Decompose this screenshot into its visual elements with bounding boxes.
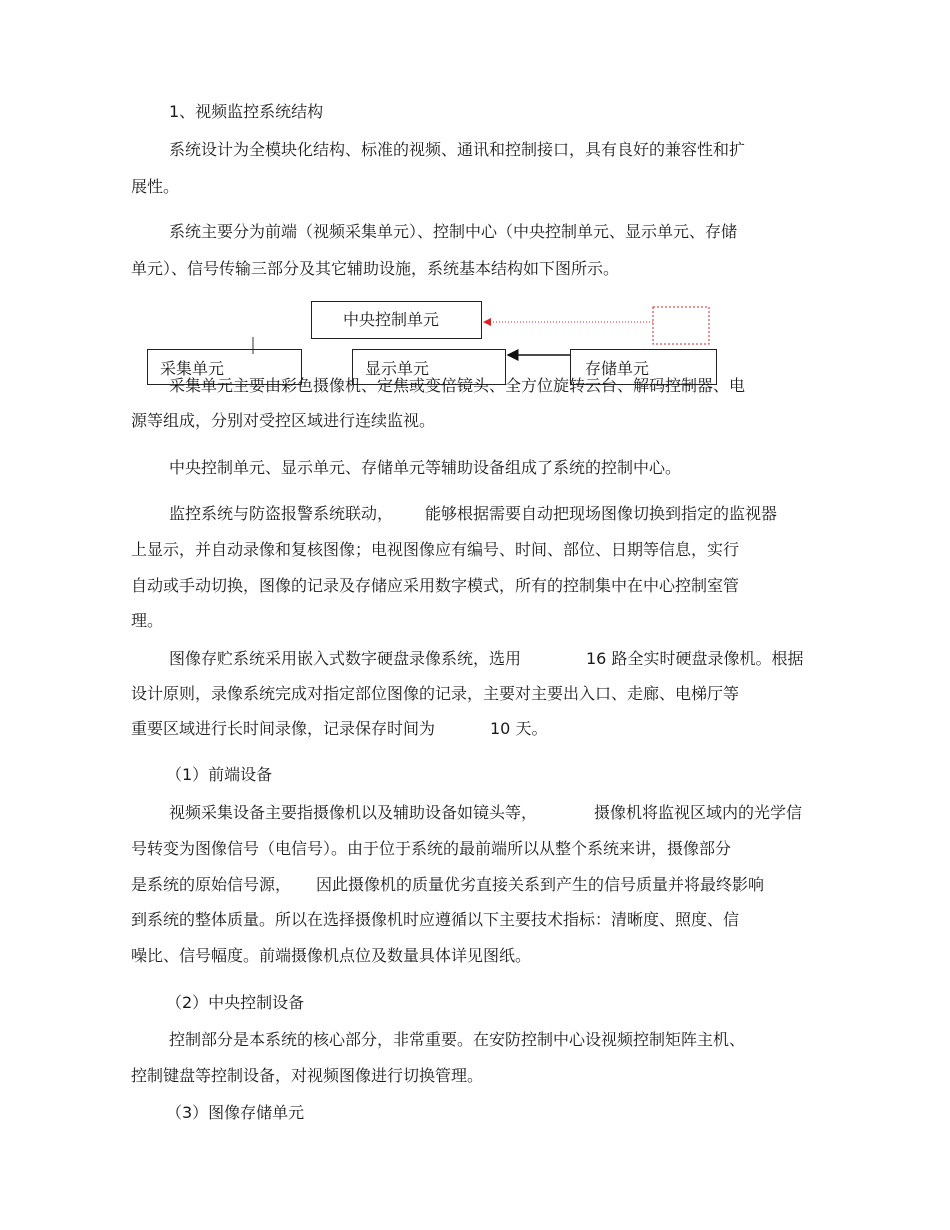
paragraph-line: 系统设计为全模块化结构、标准的视频、通讯和控制接口，具有良好的兼容性和扩 — [169, 140, 746, 159]
paragraph-line: 能够根据需要自动把现场图像切换到指定的监视器 — [425, 504, 778, 523]
paragraph-line: 因此摄像机的质量优劣直接关系到产生的信号质量并将最终影响 — [316, 875, 765, 894]
paragraph-line: 10 天。 — [490, 719, 548, 738]
storage-unit-label: 存储单元 — [585, 359, 650, 378]
paragraph-line: 16 路全实时硬盘录像机。根据 — [586, 649, 804, 668]
paragraph-line: 视频采集设备主要指摄像机以及辅助设备如镜头等， — [169, 803, 538, 822]
paragraph-line: 理。 — [131, 611, 164, 630]
paragraph-line: 展性。 — [131, 177, 180, 196]
subsection-heading: （1）前端设备 — [166, 765, 273, 784]
central-control-unit-box — [311, 301, 482, 339]
capture-unit-label: 采集单元 — [160, 359, 225, 378]
paragraph-line: 图像存贮系统采用嵌入式数字硬盘录像系统，选用 — [169, 649, 522, 668]
paragraph-line: 控制部分是本系统的核心部分，非常重要。在安防控制中心设视频控制矩阵主机、 — [169, 1030, 746, 1049]
paragraph-line: 单元）、信号传输三部分及其它辅助设施，系统基本结构如下图所示。 — [131, 259, 620, 278]
subsection-heading: （2）中央控制设备 — [166, 993, 305, 1012]
paragraph-line: 中央控制单元、显示单元、存储单元等辅助设备组成了系统的控制中心。 — [169, 458, 682, 477]
paragraph-line: 监控系统与防盗报警系统联动， — [169, 504, 394, 523]
subsection-heading: （3）图像存储单元 — [166, 1103, 305, 1122]
dashed-placeholder-box — [653, 307, 709, 344]
paragraph-line: 重要区域进行长时间录像，记录保存时间为 — [131, 719, 436, 738]
paragraph-line: 号转变为图像信号（电信号）。由于位于系统的最前端所以从整个系统来讲，摄像部分 — [131, 839, 732, 858]
paragraph-line: 噪比、信号幅度。前端摄像机点位及数量具体详见图纸。 — [131, 946, 532, 965]
paragraph-line: 是系统的原始信号源， — [131, 875, 292, 894]
paragraph-line: 设计原则，录像系统完成对指定部位图像的记录，主要对主要出入口、走廊、电梯厅等 — [131, 684, 740, 703]
paragraph-line: 采集单元主要由彩色摄像机、定焦或变倍镜头、全方位旋转云台、解码控制器、电 — [169, 376, 746, 395]
paragraph-line: 摄像机将监视区域内的光学信 — [594, 803, 803, 822]
paragraph-line: 上显示，并自动录像和复核图像；电视图像应有编号、时间、部位、日期等信息，实行 — [131, 540, 740, 559]
section-heading: 1、视频监控系统结构 — [169, 102, 324, 121]
paragraph-line: 自动或手动切换，图像的记录及存储应采用数字模式，所有的控制集中在中心控制室管 — [131, 576, 740, 595]
paragraph-line: 控制键盘等控制设备，对视频图像进行切换管理。 — [131, 1066, 484, 1085]
paragraph-line: 源等组成，分别对受控区域进行连续监视。 — [131, 411, 436, 430]
paragraph-line: 到系统的整体质量。所以在选择摄像机时应遵循以下主要技术指标：清晰度、照度、信 — [131, 910, 740, 929]
paragraph-line: 系统主要分为前端（视频采集单元）、控制中心（中央控制单元、显示单元、存储 — [169, 222, 738, 241]
central-control-unit-label: 中央控制单元 — [343, 310, 440, 329]
display-unit-label: 显示单元 — [365, 359, 430, 378]
